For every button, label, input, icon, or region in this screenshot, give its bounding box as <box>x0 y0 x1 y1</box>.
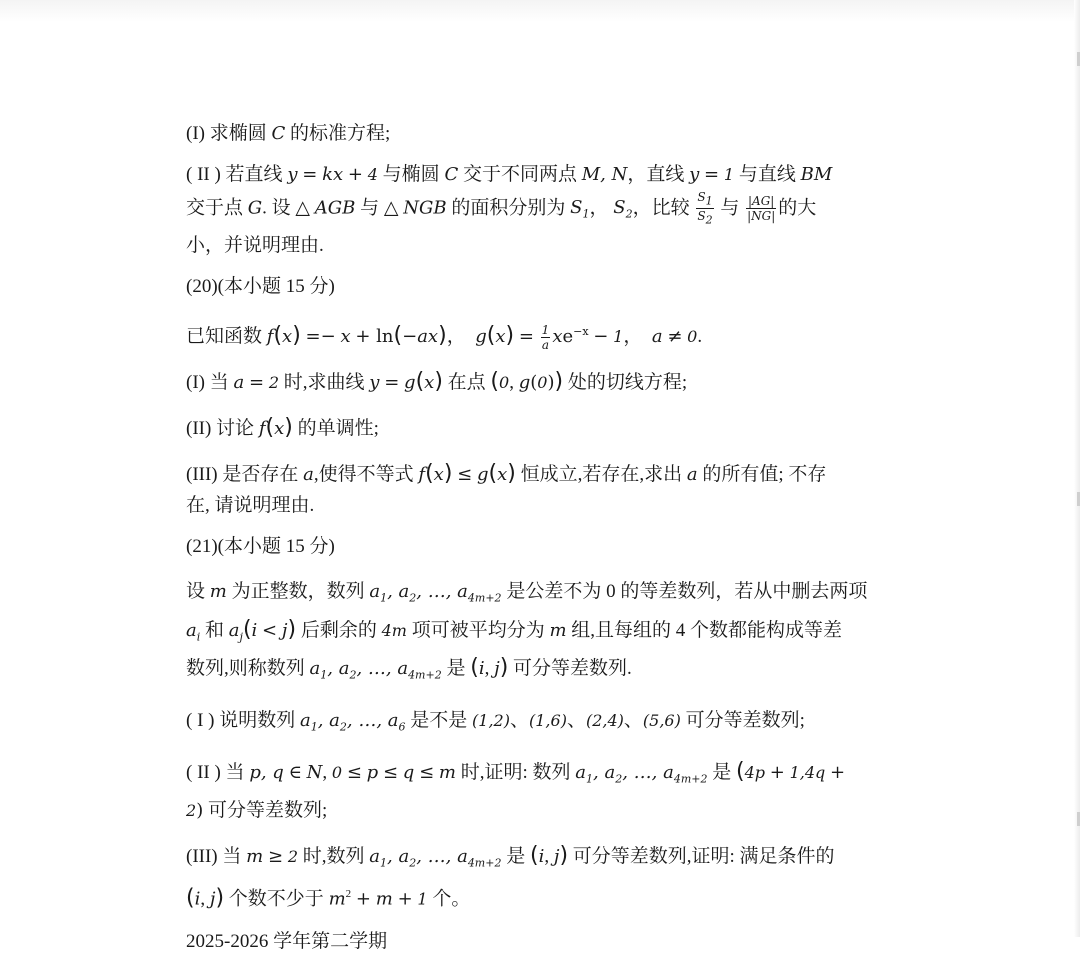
text: 已知函数 <box>186 325 263 347</box>
text: 可分等差数列,证明: 满足条件的 <box>572 845 835 867</box>
text: 设 <box>186 580 206 602</box>
top-shadow <box>0 0 1080 22</box>
text: ，直线 <box>627 164 685 185</box>
text: ( I ) 说明数列 <box>186 709 296 731</box>
q20-part3: (III) 是否存在 a,使得不等式 f(x) ≤ g(x) 恒成立,若存在,求出 a 的所有值; 不存 在, 请说明理由. <box>186 460 827 516</box>
text: (II) 讨论 <box>186 417 255 439</box>
text: 个数不少于 <box>228 887 324 909</box>
text: 时,求曲线 <box>283 371 365 393</box>
text: 是不是 <box>410 709 468 731</box>
math: y <box>689 164 700 185</box>
scroll-edge[interactable] <box>1074 0 1080 937</box>
math: C <box>444 164 459 185</box>
text: 项可被平均分为 <box>411 619 545 641</box>
text: ( II ) 当 <box>186 762 245 784</box>
math: m <box>328 887 346 909</box>
math: f <box>418 463 426 485</box>
math: a <box>303 463 314 485</box>
math: a <box>233 371 245 393</box>
math: m <box>549 619 567 641</box>
math: G <box>247 197 263 219</box>
math: m <box>209 580 227 602</box>
text: 在, 请说明理由. <box>186 494 315 516</box>
text: 和 <box>205 619 225 641</box>
math: $a_1$, $a_2$, …, $a_{4m+2}$ <box>369 845 502 870</box>
fraction-ag-ng: $\frac{|AG|}{|NG|}$ <box>747 194 776 224</box>
text: 处的切线方程; <box>567 371 688 393</box>
math: f <box>258 417 266 439</box>
q20-intro: 已知函数 f(x) =− x + ln(−ax)， g(x) = $\frac{1}{a}$ $xe^{-x} - 1$， a ≠ 0. <box>186 322 703 352</box>
text: 可分等差数列; <box>207 799 328 821</box>
math: NGB <box>403 197 447 219</box>
math: f <box>266 325 274 347</box>
text: 可分等差数列. <box>513 658 632 680</box>
math: $a_1$, $a_2$, …, $a_{4m+2}$ <box>369 580 502 605</box>
text: 的所有值; 不存 <box>702 463 827 485</box>
text: (III) 是否存在 <box>186 463 299 485</box>
text: 交于点 <box>186 197 244 219</box>
text: 的面积分别为 <box>451 197 566 219</box>
math: y <box>287 164 298 185</box>
text: ，比较 <box>632 197 690 219</box>
text: 时,数列 <box>302 845 365 867</box>
text: (I) 当 <box>186 371 229 393</box>
text: 与直线 <box>738 164 796 185</box>
q21-header: (21)(本小题 15 分) <box>186 535 335 557</box>
math: $S_1$ <box>570 197 590 221</box>
text: 后剩余的 <box>300 619 377 641</box>
math: g <box>475 325 487 347</box>
text: 的单调性; <box>297 417 379 439</box>
math: a <box>686 463 698 485</box>
text: . 设 △ <box>262 197 311 219</box>
math: $a_j$ <box>228 619 243 644</box>
q21-intro: 设 m 为正整数，数列 $a_1$, $a_2$, …, $a_{4m+2}$ 是公差不为 0 的等差数列，若从中删去两项 $a_i$ 和 $a_j(i < j)$ 后剩余的 4m 项可被平均分为 m 组,且每组的 4 个数都能构成等差 数列,则称数列 $a_1$, $a_2$, …, $a_{4m+2}$ 是 (i, j) 可分等差数列. <box>186 580 868 682</box>
math: C <box>271 123 286 144</box>
q21-part3: (III) 当 m ≥ 2 时,数列 $a_1$, $a_2$, …, $a_{4m+2}$ 是 (i, j) 可分等差数列,证明: 满足条件的 (i, j) 个数不少于 $m^2 + m + 1$ 个。 <box>186 842 835 910</box>
math: m <box>246 845 264 867</box>
fraction-s1-s2: $\frac{S_1}{S_2}$ <box>697 190 713 227</box>
text: (I) 求椭圆 <box>186 123 267 144</box>
text: 与 <box>720 197 740 219</box>
text: 是 <box>446 658 466 680</box>
math: AGB <box>314 197 356 219</box>
math: BM <box>800 164 833 185</box>
math: $a_1$, $a_2$, …, $a_6$ <box>299 709 406 734</box>
q20-part1: (I) 当 a = 2 时,求曲线 y = g(x) 在点 (0, g(0)) 处的切线方程; <box>186 368 688 394</box>
text: 组,且每组的 4 个数都能构成等差 <box>571 619 843 641</box>
text: ( II ) 若直线 <box>186 164 283 185</box>
exam-page <box>186 118 886 957</box>
text: 是 <box>506 845 526 867</box>
text: 个。 <box>432 887 471 909</box>
text: 是公差不为 0 的等差数列，若从中删去两项 <box>506 580 868 602</box>
text: 数列,则称数列 <box>186 658 305 680</box>
q20-part2: (II) 讨论 f(x) 的单调性; <box>186 414 379 440</box>
q19-part1 <box>186 118 886 149</box>
fraction-1-a: $\frac{1}{a}$ <box>541 322 550 352</box>
text: ,使得不等式 <box>313 463 414 485</box>
text: 时,证明: 数列 <box>460 762 571 784</box>
q21-part1: ( I ) 说明数列 $a_1$, $a_2$, …, $a_6$ 是不是 (1,2)、(1,6)、(2,4)、(5,6) 可分等差数列; <box>186 709 805 734</box>
math: M, N <box>581 164 628 185</box>
text: 恒成立,若存在,求出 <box>520 463 683 485</box>
text: 在点 <box>447 371 486 393</box>
text: 小，并说明理由. <box>186 234 324 256</box>
text: 与椭圆 <box>382 164 440 185</box>
text: 交于不同两点 <box>462 164 577 185</box>
math: a <box>651 325 663 347</box>
text: 与 △ <box>360 197 399 219</box>
text: 的标准方程; <box>290 123 391 144</box>
semester-label: 2025-2026 学年第二学期 <box>186 930 388 952</box>
q20-header: (20)(本小题 15 分) <box>186 275 335 297</box>
math: $a_1$, $a_2$, …, $a_{4m+2}$ <box>309 658 442 682</box>
text: (III) 当 <box>186 845 242 867</box>
math: $a_i$ <box>186 619 201 644</box>
text: 的大 <box>778 197 817 219</box>
math: p, q <box>249 762 284 784</box>
q19-part2: ( II ) 若直线 y = kx + 4 与椭圆 C 交于不同两点 M, N，直线 y = 1 与直线 BM 交于点 G. 设 △ AGB 与 △ NGB 的面积分别为 $S_1$， $S_2$，比较 $\frac{S_1}{S_2}$ 与 $\frac{|AG|}{|NG|}$ 的大 小，并说明理由. <box>186 164 833 256</box>
text: 为正整数，数列 <box>231 580 365 602</box>
text: 可分等差数列; <box>685 709 805 731</box>
q21-part2: ( II ) 当 p, q ∈ N, 0 ≤ p ≤ q ≤ m 时,证明: 数列 $a_1$, $a_2$, …, $a_{4m+2}$ 是 (4p + 1,4q + 2) 可分等差数列; <box>186 759 846 821</box>
text: 是 <box>712 762 732 784</box>
math: $S_2$ <box>613 197 633 221</box>
math: $a_1$, $a_2$, …, $a_{4m+2}$ <box>575 762 708 786</box>
math: y <box>369 371 380 393</box>
